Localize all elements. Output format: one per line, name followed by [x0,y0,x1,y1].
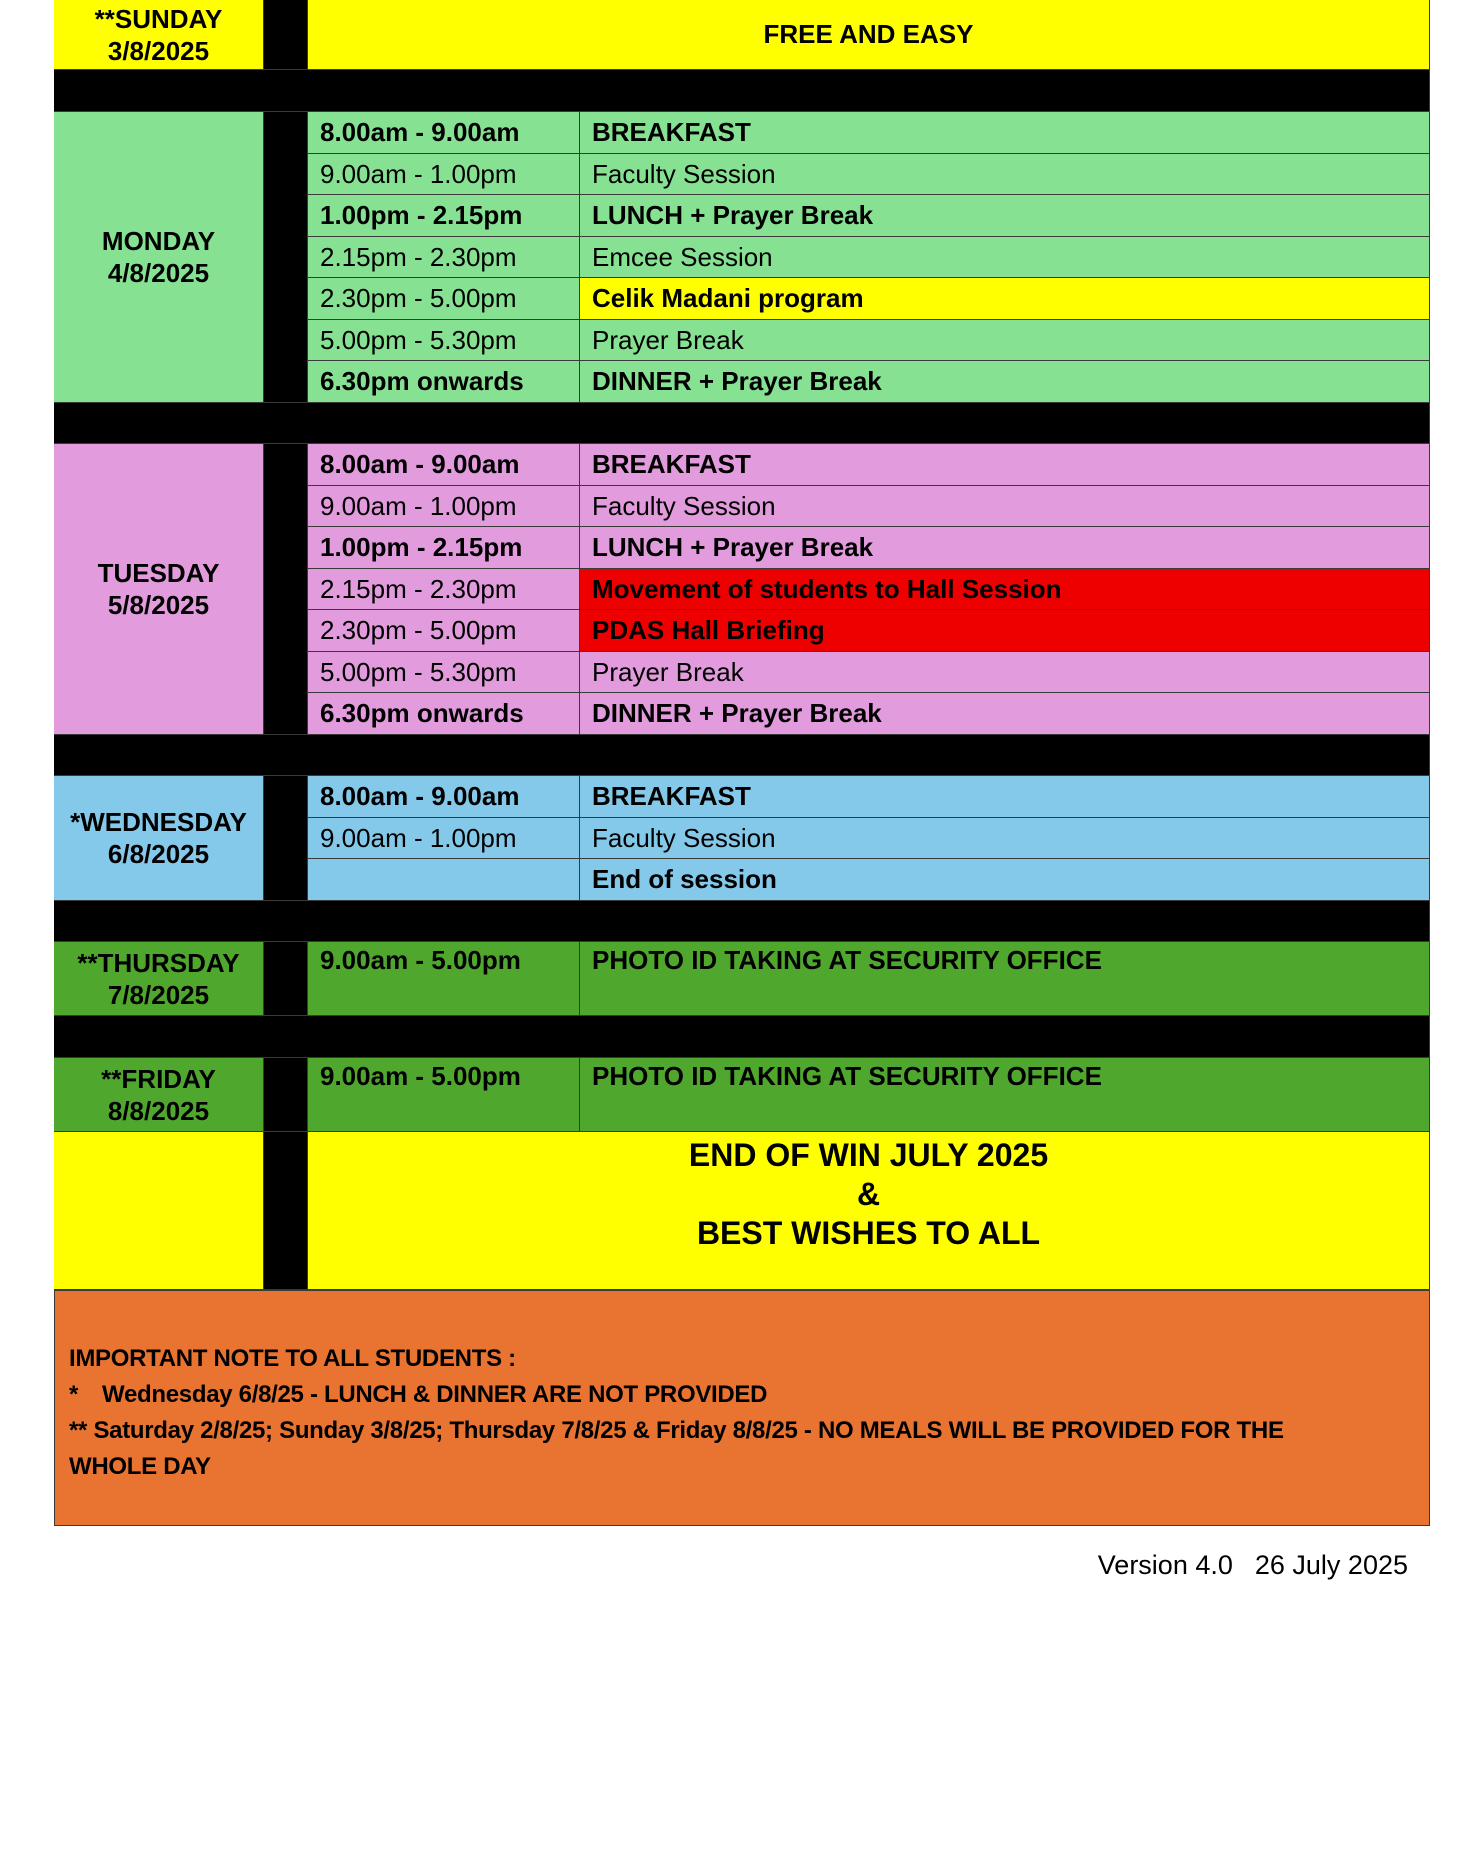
time-slot: 9.00am - 1.00pm [308,486,580,528]
activity: LUNCH + Prayer Break [580,195,1430,237]
closing-blank-cell [54,1132,264,1290]
time-slot: 1.00pm - 2.15pm [308,195,580,237]
day-name: *WEDNESDAY [70,806,247,837]
separator-row [54,70,1430,112]
separator-column [264,1132,308,1290]
time-slot: 2.15pm - 2.30pm [308,569,580,611]
activity: DINNER + Prayer Break [580,361,1430,403]
sunday-day-cell [54,0,264,70]
time-slot: 8.00am - 9.00am [308,112,580,154]
activity: DINNER + Prayer Break [580,693,1430,735]
time-slot: 2.15pm - 2.30pm [308,237,580,279]
time-slot: 2.30pm - 5.00pm [308,610,580,652]
note-no-meals-cont: WHOLE DAY [69,1453,211,1480]
time-slot: 9.00am - 5.00pm [308,1058,580,1132]
activity: BREAKFAST [580,112,1430,154]
separator-row [54,1016,1430,1058]
separator-column [264,112,308,403]
day-date: 3/8/2025 [107,35,210,66]
day-date: 8/8/2025 [107,1095,210,1126]
time-slot: 9.00am - 1.00pm [308,818,580,860]
wednesday-day-cell [54,776,264,901]
separator-row [54,735,1430,777]
tuesday-day-cell-text [98,557,220,621]
important-note [54,1290,1430,1526]
time-slot: 9.00am - 5.00pm [308,942,580,1016]
closing-line1: END OF WIN JULY 2025 [688,1137,1049,1173]
time-slot: 2.30pm - 5.00pm [308,278,580,320]
time-slot: 8.00am - 9.00am [308,776,580,818]
thursday-day-cell-text [77,947,239,1011]
time-slot: 6.30pm onwards [308,693,580,735]
separator-column [264,776,308,901]
separator-column [264,942,308,1016]
separator-column [264,0,308,70]
sunday-activity: FREE AND EASY [308,0,1430,70]
activity: Movement of students to Hall Session [580,569,1430,611]
schedule-table [54,0,1430,1290]
separator-column [264,1058,308,1132]
closing-line2: & [856,1176,881,1212]
day-name: MONDAY [101,225,216,256]
day-name: **FRIDAY [101,1063,216,1094]
time-slot [308,859,580,901]
version-label: Version 4.0 [1097,1550,1233,1580]
activity: End of session [580,859,1430,901]
day-date: 7/8/2025 [107,979,210,1010]
closing-line3: BEST WISHES TO ALL [696,1215,1041,1251]
note-no-meals: ** Saturday 2/8/25; Sunday 3/8/25; Thursday 7/8/25 & Friday 8/8/25 - NO MEALS WILL BE PROVIDED FOR THE [69,1417,1284,1444]
note-wednesday-text: Wednesday 6/8/25 - LUNCH & DINNER ARE NOT PROVIDED [102,1381,768,1408]
friday-day-cell [54,1058,264,1132]
day-date: 4/8/2025 [107,257,210,288]
day-name: TUESDAY [97,557,220,588]
time-slot: 1.00pm - 2.15pm [308,527,580,569]
activity: PHOTO ID TAKING AT SECURITY OFFICE [580,942,1430,1016]
separator-column [264,444,308,735]
separator-row [54,901,1430,943]
closing-message [308,1132,1430,1290]
day-date: 5/8/2025 [107,589,210,620]
version-footer [1098,1550,1408,1581]
version-date: 26 July 2025 [1254,1550,1408,1580]
activity: Prayer Break [580,652,1430,694]
time-slot: 8.00am - 9.00am [308,444,580,486]
monday-day-cell [54,112,264,403]
note-asterisk: * [69,1381,79,1408]
activity: BREAKFAST [580,776,1430,818]
monday-day-cell-text [102,225,215,289]
time-slot: 5.00pm - 5.30pm [308,652,580,694]
activity: Faculty Session [580,486,1430,528]
activity: BREAKFAST [580,444,1430,486]
time-slot: 6.30pm onwards [308,361,580,403]
tuesday-day-cell [54,444,264,735]
activity: Emcee Session [580,237,1430,279]
separator-row [54,403,1430,445]
time-slot: 5.00pm - 5.30pm [308,320,580,362]
activity: PHOTO ID TAKING AT SECURITY OFFICE [580,1058,1430,1132]
activity: Faculty Session [580,818,1430,860]
friday-day-cell-text [101,1063,216,1127]
activity: PDAS Hall Briefing [580,610,1430,652]
day-name: **THURSDAY [77,947,240,978]
activity: Faculty Session [580,154,1430,196]
day-name: **SUNDAY [94,3,223,34]
wednesday-day-cell-text [70,806,247,870]
day-date: 6/8/2025 [107,838,210,869]
sunday-day-cell-text [95,3,223,67]
activity: LUNCH + Prayer Break [580,527,1430,569]
activity: Celik Madani program [580,278,1430,320]
time-slot: 9.00am - 1.00pm [308,154,580,196]
activity: Prayer Break [580,320,1430,362]
note-title: IMPORTANT NOTE TO ALL STUDENTS : [69,1345,516,1372]
note-wednesday [69,1377,1415,1413]
thursday-day-cell [54,942,264,1016]
